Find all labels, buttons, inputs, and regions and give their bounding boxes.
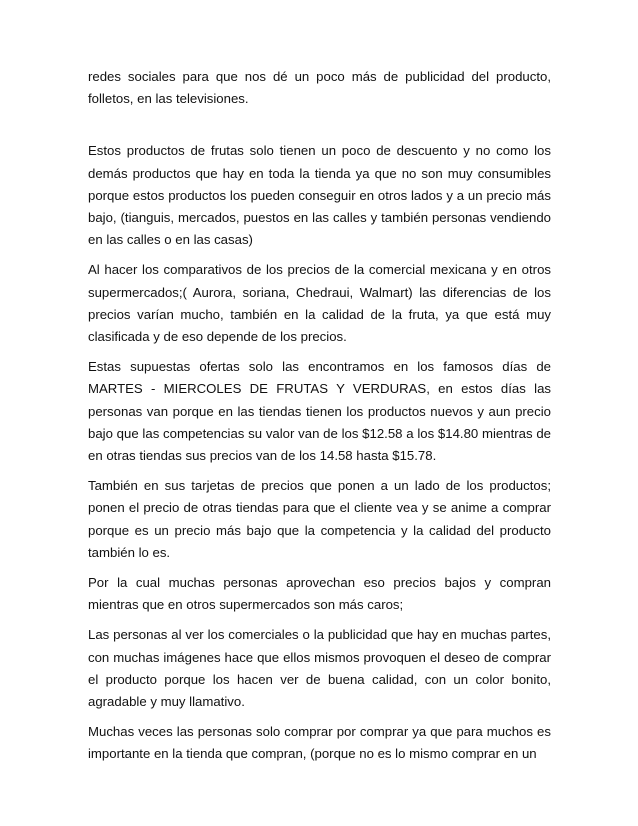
- paragraph-5: También en sus tarjetas de precios que ponen a un lado de los productos; ponen el precio de otras tiendas para que el cliente vea y se anime a comprar porque es un precio más bajo que la competencia y la calidad del producto también lo es.: [88, 478, 551, 560]
- paragraph-2: Estos productos de frutas solo tienen un poco de descuento y no como los demás productos que hay en toda la tienda ya que no son muy consumibles porque estos productos los pueden conseguir en otros lados y a un precio más bajo, (tianguis, mercados, puestos en las calles y también personas vendiendo en las calles o en las casas): [88, 143, 551, 248]
- paragraph-6: Por la cual muchas personas aprovechan eso precios bajos y compran mientras que en otros supermercados son más caros;: [88, 575, 551, 613]
- paragraph-3: Al hacer los comparativos de los precios de la comercial mexicana y en otros supermercados;( Aurora, soriana, Chedraui, Walmart) las diferencias de los precios varían mucho, también en la calidad de la fruta, ya que está muy clasificada y de eso depende de los precios.: [88, 262, 551, 345]
- paragraph-8: Muchas veces las personas solo comprar por comprar ya que para muchos es importante en la tienda que compran, (porque no es lo mismo comprar en un: [88, 724, 551, 762]
- paragraph-7: Las personas al ver los comerciales o la publicidad que hay en muchas partes, con muchas imágenes hace que ellos mismos provoquen el deseo de comprar el producto porque los hacen ver de buena calidad, con un color bonito, agradable y muy llamativo.: [88, 627, 551, 710]
- document-body: [88, 66, 551, 774]
- paragraph-1: redes sociales para que nos dé un poco más de publicidad del producto, folletos, en las televisiones.: [88, 69, 551, 107]
- paragraph-4: Estas supuestas ofertas solo las encontramos en los famosos días de MARTES - MIERCOLES DE FRUTAS Y VERDURAS, en estos días las personas van porque en las tiendas tienen los productos nuevos y aun precio bajo que las competencias su valor van de los $12.58 a los $14.80 mientras de en otras tiendas sus precios van de los 14.58 hasta $15.78.: [88, 359, 551, 464]
